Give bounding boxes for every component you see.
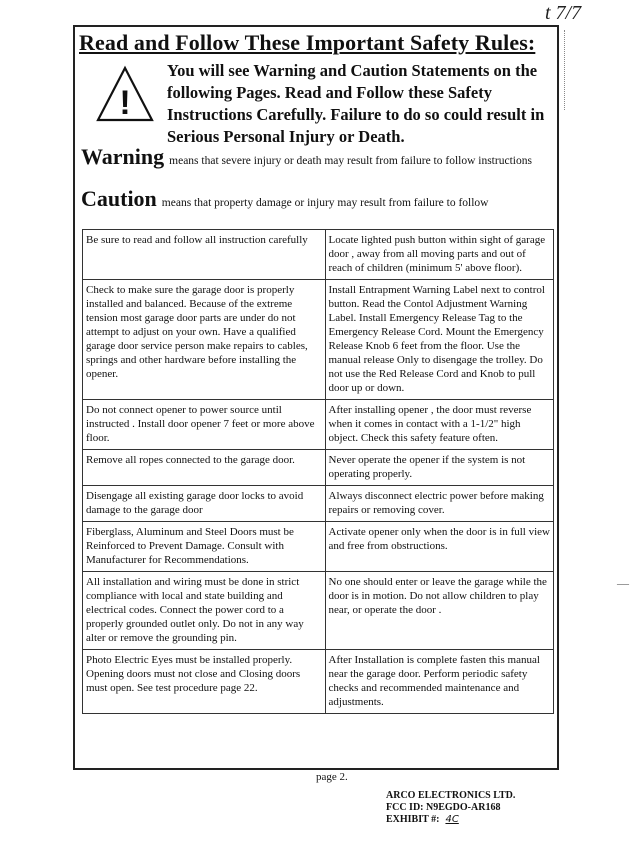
safety-rules-frame bbox=[73, 25, 559, 770]
rule-cell: Do not connect opener to power source until instructed . Install door opener 7 feet or more above floor. bbox=[83, 400, 326, 450]
page-number: page 2. bbox=[316, 771, 348, 783]
corner-handwritten-mark: t 7/7 bbox=[545, 2, 582, 24]
table-row bbox=[83, 572, 554, 650]
table-row bbox=[83, 486, 554, 522]
intro-statement: You will see Warning and Caution Statements on the following Pages. Read and Follow these Safety Instructions Carefully. Failure to do so could result in Serious Personal Injury or Death. bbox=[167, 61, 545, 146]
caution-term: Caution bbox=[81, 186, 157, 211]
warning-definition-text: means that severe injury or death may result from failure to follow instructions bbox=[169, 155, 532, 167]
exhibit-label: EXHIBIT #: bbox=[386, 814, 440, 825]
caution-definition bbox=[81, 186, 551, 211]
rule-cell: Install Entrapment Warning Label next to control button. Read the Contol Adjustment Warning Label. Install Emergency Release Tag to the Emergency Release Cord. Mount the Emergency Release Knob 6 feet from the floor. Use the manual release Only to disengage the trolley. Do not use the Red Release Cord and Knob to pull door up or down. bbox=[325, 280, 554, 400]
rule-cell: Never operate the opener if the system is not operating properly. bbox=[325, 450, 554, 486]
scan-edge-mark bbox=[558, 30, 565, 110]
rule-cell: Locate lighted push button within sight of garage door , away from all moving parts and out of reach of children (minimum 5' above floor). bbox=[325, 230, 554, 280]
rule-cell: No one should enter or leave the garage while the door is in motion. Do not allow children to play near, or operate the door . bbox=[325, 572, 554, 650]
caution-definition-text: means that property damage or injury may result from failure to follow bbox=[161, 197, 489, 209]
rule-cell: After installing opener , the door must reverse when it comes in contact with a 1-1/2" high object. Check this safety feature often. bbox=[325, 400, 554, 450]
warning-definition bbox=[81, 144, 551, 169]
table-row bbox=[83, 230, 554, 280]
rule-cell: All installation and wiring must be done in strict compliance with local and state building and electrical codes. Connect the power cord to a properly grounded outlet only. Do not in any way alter or remove the grounding pin. bbox=[83, 572, 326, 650]
safety-rules-table bbox=[82, 229, 554, 714]
page-title: Read and Follow These Important Safety Rules: bbox=[79, 30, 536, 55]
table-row bbox=[83, 522, 554, 572]
exhibit-line bbox=[386, 814, 515, 826]
scan-edge-tick: — bbox=[617, 576, 629, 590]
warning-triangle-icon bbox=[95, 65, 155, 123]
warning-term: Warning bbox=[81, 144, 165, 169]
rule-cell: After Installation is complete fasten this manual near the garage door. Perform periodic safety checks and recommended maintenance and adjustments. bbox=[325, 650, 554, 714]
svg-text:!: ! bbox=[119, 84, 131, 122]
exhibit-value: 4C bbox=[445, 814, 459, 825]
company-footer bbox=[386, 790, 515, 826]
rule-cell: Be sure to read and follow all instruction carefully bbox=[83, 230, 326, 280]
rule-cell: Remove all ropes connected to the garage door. bbox=[83, 450, 326, 486]
rule-cell: Fiberglass, Aluminum and Steel Doors must be Reinforced to Prevent Damage. Consult with Manufacturer for Recommendations. bbox=[83, 522, 326, 572]
fcc-id: FCC ID: N9EGDO-AR168 bbox=[386, 802, 501, 813]
table-row bbox=[83, 450, 554, 486]
company-name: ARCO ELECTRONICS LTD. bbox=[386, 790, 516, 801]
table-row bbox=[83, 650, 554, 714]
rule-cell: Always disconnect electric power before making repairs or removing cover. bbox=[325, 486, 554, 522]
table-row bbox=[83, 280, 554, 400]
rule-cell: Disengage all existing garage door locks to avoid damage to the garage door bbox=[83, 486, 326, 522]
rule-cell: Activate opener only when the door is in full view and free from obstructions. bbox=[325, 522, 554, 572]
rule-cell: Check to make sure the garage door is properly installed and balanced. Because of the extreme tension most garage door parts are under do not attempt to adjust on your own. Have a qualified garage door service person make repairs to cables, springs and other hardware before installing the opener. bbox=[83, 280, 326, 400]
rule-cell: Photo Electric Eyes must be installed properly. Opening doors must not close and Closing doors must open. See test procedure page 22. bbox=[83, 650, 326, 714]
table-row bbox=[83, 400, 554, 450]
